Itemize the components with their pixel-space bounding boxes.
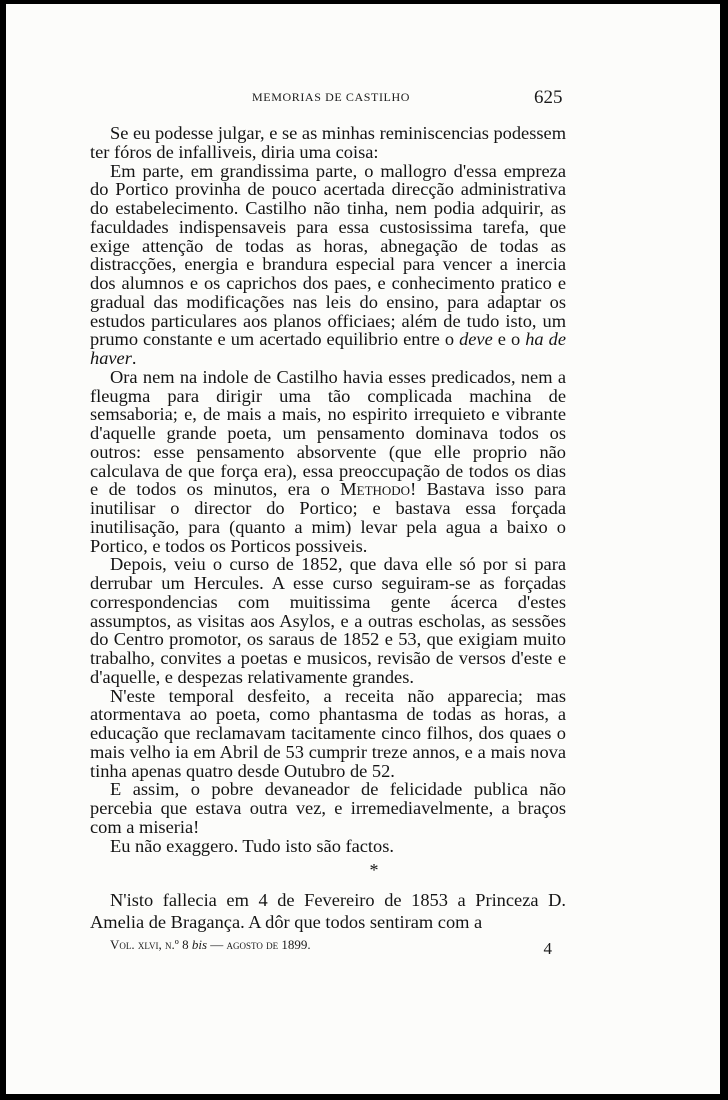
paragraph-7: Eu não exaggero. Tudo isto são factos. bbox=[110, 835, 394, 856]
term-ha-de-haver: ha de haver bbox=[90, 329, 566, 368]
term-deve: deve bbox=[459, 329, 493, 350]
section-separator: * bbox=[369, 860, 379, 880]
running-title: MEMORIAS DE CASTILHO bbox=[252, 90, 411, 104]
running-head bbox=[6, 87, 720, 110]
signature-number: 4 bbox=[543, 939, 552, 958]
paragraph-5: N'este temporal desfeito, a receita não apparecia; mas atormentava ao poeta, como phantasma de todas as horas, a educação que reclamavam tacitamente cinco filhos, dos quaes o mais velho ia em Abril de 53 cumprir treze annos, e a mais nova tinha apenas quatro desde Outubro de 52. bbox=[90, 685, 566, 781]
volume-date: — agosto de 1899. bbox=[207, 937, 311, 952]
page bbox=[6, 4, 720, 1094]
body-text bbox=[90, 124, 566, 855]
paragraph-6: E assim, o pobre devaneador de felicidade publica não percebia que estava outra vez, e irremediavelmente, a braços com a miseria! bbox=[90, 779, 566, 837]
volume-bis: bis bbox=[191, 937, 208, 952]
paragraph-1: Se eu podesse julgar, e se as minhas reminiscencias podessem ter fóros de infalliveis, diria uma coisa: bbox=[90, 123, 566, 162]
paragraph-2 bbox=[90, 162, 566, 368]
volume-number: Vol. xlvi, n.º 8 bbox=[110, 937, 189, 952]
continuation-paragraph: N'isto fallecia em 4 de Fevereiro de 1853 a Princeza D. Amelia de Bragança. A dôr que todos sentiram com a bbox=[90, 890, 566, 932]
page-number: 625 bbox=[534, 87, 563, 108]
paragraph-2-joiner: e o bbox=[492, 329, 526, 350]
volume-info bbox=[110, 937, 311, 953]
paragraph-3 bbox=[90, 368, 566, 556]
paragraph-3-text: Ora nem na indole de Castilho havia esses predicados, nem a fleugma para dirigir uma tão complicada machina de semsaboria; e, de mais a mais, no espirito irrequieto e vibrante d'aquelle grande poeta, um pensamento dominava todos os outros: esse pensamento absorvente (que elle proprio não calculava de que força era), essa preoccupação de todos os dias e de todos os minutos, era o bbox=[90, 366, 566, 500]
paragraph-4: Depois, veiu o curso de 1852, que dava elle só por si para derrubar um Hercules. A esse curso seguiram-se as forçadas correspondencias com muitissima gente ácerca d'estes assumptos, as visitas aos Asylos, e a outras escholas, as sessões do Centro promotor, os saraus de 1852 e 53, que exigiam muito trabalho, convites a poetas e musicos, revisão de versos d'este e d'aquelle, e despezas relativamente grandes. bbox=[90, 554, 566, 687]
continuation-text bbox=[90, 889, 566, 933]
term-methodo: Methodo bbox=[340, 479, 411, 500]
paragraph-2-text: Em parte, em grandissima parte, o mallogro d'essa empreza do Portico provinha de pouco acertada direcção administrativa do estabelecimento. Castilho não tinha, nem podia adquirir, as faculdades indispensaveis para essa custosissima tarefa, que exige attenção de todas as horas, abnegação de todas as distracções, energia e brandura especial para vencer a inercia dos alumnos e os caprichos dos paes, e conhecimento pratico e gradual das modificações nas leis do ensino, para adaptar os estudos particulares aos planos officiaes; além de tudo isto, um prumo constante e um acertado equilibrio entre o bbox=[90, 160, 566, 350]
paragraph-2-end: . bbox=[131, 348, 137, 368]
paragraph-3-end: ! Bastava isso para inutilisar o director do Portico; e bastava essa forçada inutilisação, para (quanto a mim) levar pela agua a baixo o Portico, e todos os Porticos possiveis. bbox=[90, 479, 566, 556]
